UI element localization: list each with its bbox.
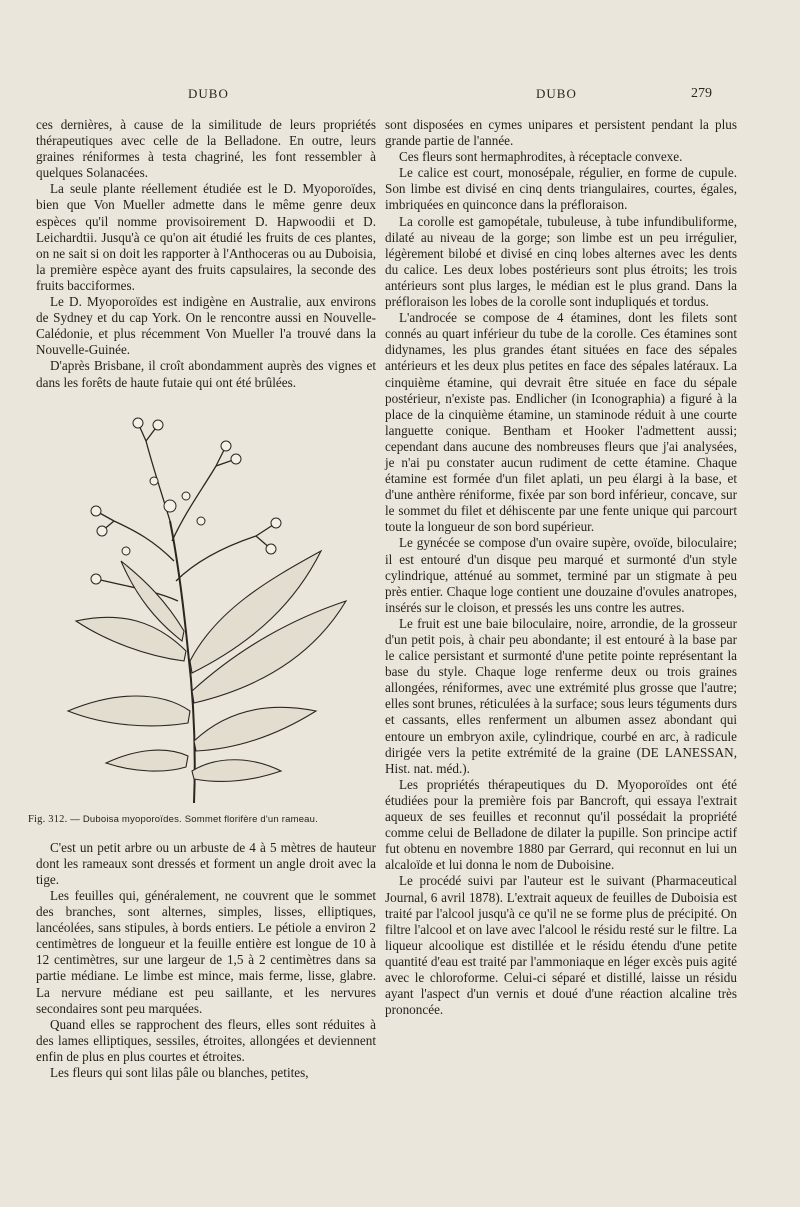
duboisia-branch-illustration — [66, 411, 356, 806]
figure-caption — [28, 812, 376, 828]
figure-number: Fig. 312. — [28, 813, 68, 825]
paragraph: Le calice est court, monosépale, régulier, en forme de cupule. Son limbe est divisé en cinq dents triangulaires, courtes, égales, imbriquées en quinconce dans la préfloraison. — [385, 165, 737, 213]
page-number: 279 — [691, 86, 712, 101]
paragraph: Les propriétés thérapeutiques du D. Myoporoïdes ont été étudiées pour la première fois par Bancroft, qui essaya l'extrait aqueux de ses feuilles et reconnut qu'il possédait la propriété comme celui de Belladone de dilater la pupille. Son principe actif fut obtenu en novembre 1880 par Gerrard, qui reconnut en lui un alcaloïde et lui donna le nom de Duboisine. — [385, 776, 737, 873]
plant-illustration-figure — [36, 411, 376, 806]
left-column-after-figure — [36, 840, 376, 1081]
right-running-head: DUBO — [536, 86, 577, 101]
paragraph: La seule plante réellement étudiée est le D. Myoporoïdes, bien que Von Mueller admette dans le même genre deux espèces qu'il nomme provisoirement D. Hapwoodii et D. Leichardtii. Jusqu'à ce qu'on ait étudié les fruits de ces plantes, on ne sait si on doit les rapporter à l'Anthoceras ou au Duboisia, la première espèce ayant des fruits capsulaires, la seconde des fruits bacciformes. — [36, 181, 376, 293]
left-running-head: DUBO — [188, 86, 229, 101]
paragraph: Le D. Myoporoïdes est indigène en Australie, aux environs de Sydney et du cap York. On le rencontre aussi en Nouvelle-Calédonie, et plus récemment Von Mueller l'a trouvé dans la Nouvelle-Guinée. — [36, 294, 376, 358]
paragraph: Le gynécée se compose d'un ovaire supère, ovoïde, biloculaire; il est entouré d'un disque peu marqué et surmonté d'un style cylindrique, atténué au sommet, terminé par un stigmate à peu près entier. Chaque loge contient une douzaine d'ovules anatropes, insérés sur le cloison, et pressés les uns contre les autres. — [385, 535, 737, 615]
paragraph: C'est un petit arbre ou un arbuste de 4 à 5 mètres de hauteur dont les rameaux sont dressés et forment un angle droit avec la tige. — [36, 839, 376, 887]
figure-caption-text: — Duboisa myoporoïdes. Sommet florifère d'un rameau. — [70, 813, 318, 825]
paragraph: sont disposées en cymes unipares et persistent pendant la plus grande partie de l'année. — [385, 117, 737, 149]
left-column — [28, 117, 376, 1081]
paragraph: Ces fleurs sont hermaphrodites, à réceptacle convexe. — [399, 149, 683, 165]
paragraph: L'androcée se compose de 4 étamines, dont les filets sont connés au quart inférieur du tube de la corolle. Ces étamines sont didynames, les plus grandes étant situées en face des sépales antérieurs et les deux plus petites en face des sépales latéraux. La cinquième étamine, qui devrait être située en face du sépale postérieur, n'existe pas. Endlicher (in Iconographia) a figuré à la place de la cinquième étamine, un staminode réduit à une courte languette conique. Bentham et Hooker l'admettent aussi; cependant dans aucune des nombreuses fleurs que j'ai analysées, je n'ai pu constater aucun rudiment de cette étamine. Chaque étamine est formée d'un filet aplati, un peu élargi à la base, et d'une anthère réniforme, fixée par son bord inférieur, concave, sur le sommet du filet et déhiscente par une fente unique qui parcourt toute la longueur de son bord supérieur. — [385, 310, 737, 535]
paragraph: Le fruit est une baie biloculaire, noire, arrondie, de la grosseur d'un petit pois, à chair peu abondante; il est entouré à la base par le calice persistant et surmonté d'une petite pointe représentant la base du style. Chaque loge renferme deux ou trois graines allongées, réniformes, avec une extrémité plus grosse que l'autre; elles sont brunes, réticulées à la surface; sous leurs téguments durs et cassants, elles renferment un albumen assez abondant qui entoure un embryon axile, cylindrique, courbé en arc, à radicule dirigée vers la petite extrémité de la graine (DE LANESSAN, Hist. nat. méd.). — [385, 615, 737, 776]
paragraph: Quand elles se rapprochent des fleurs, elles sont réduites à des lames elliptiques, sessiles, étroites, allongées et deviennent enfin de plus en plus courtes et étroites. — [36, 1016, 376, 1064]
paragraph: D'après Brisbane, il croît abondamment auprès des vignes et dans les forêts de haute futaie qui ont été brûlées. — [36, 358, 376, 390]
paragraph: Le procédé suivi par l'auteur est le suivant (Pharmaceutical Journal, 6 avril 1878). L'extrait aqueux de feuilles de Duboisia est traité par l'alcool jusqu'à ce qu'il ne se forme plus de précipité. On filtre l'alcool et on lave avec l'alcool le résidu resté sur le filtre. La liqueur alcoolique est distillée et le résidu étendu d'une petite quantité d'eau est traité par l'ammoniaque en léger excès puis agité avec le chloroforme. Celui-ci séparé et distillé, laisse un résidu ayant l'aspect d'un vernis et doué d'une réaction alcaline très prononcée. — [385, 873, 737, 1018]
paragraph: Les fleurs qui sont lilas pâle ou blanches, petites, — [50, 1065, 309, 1080]
right-column — [385, 117, 737, 1018]
paragraph: La corolle est gamopétale, tubuleuse, à tube infundibuliforme, dilaté au niveau de la gorge; son limbe est un peu irrégulier, légèrement bilobé et divisé en cinq lobes alternes avec les dents du calice. Les deux lobes postérieurs sont plus étroits; les trois antérieurs sont plus larges, le médian est le plus grand. Dans la préfloraison les lobes de la corolle sont indupliqués et tordus. — [385, 213, 737, 310]
paragraph: ces dernières, à cause de la similitude de leurs propriétés thérapeutiques avec celle de la Belladone. En outre, leurs graines réniformes à testa chagriné, les font ressembler à quelques Solanacées. — [36, 117, 376, 181]
paragraph: Les feuilles qui, généralement, ne couvrent que le sommet des branches, sont alternes, simples, lisses, elliptiques, lancéolées, sans stipules, à bords entiers. Le pétiole a environ 2 centimètres de longueur et la feuille entière est longue de 10 à 12 centimètres, sur une largeur de 1,5 à 2 centimètres dans sa partie médiane. Le limbe est mince, mais ferme, lisse, glabre. La nervure médiane est peu saillante, et les nervures secondaires sont peu marquées. — [36, 887, 376, 1016]
